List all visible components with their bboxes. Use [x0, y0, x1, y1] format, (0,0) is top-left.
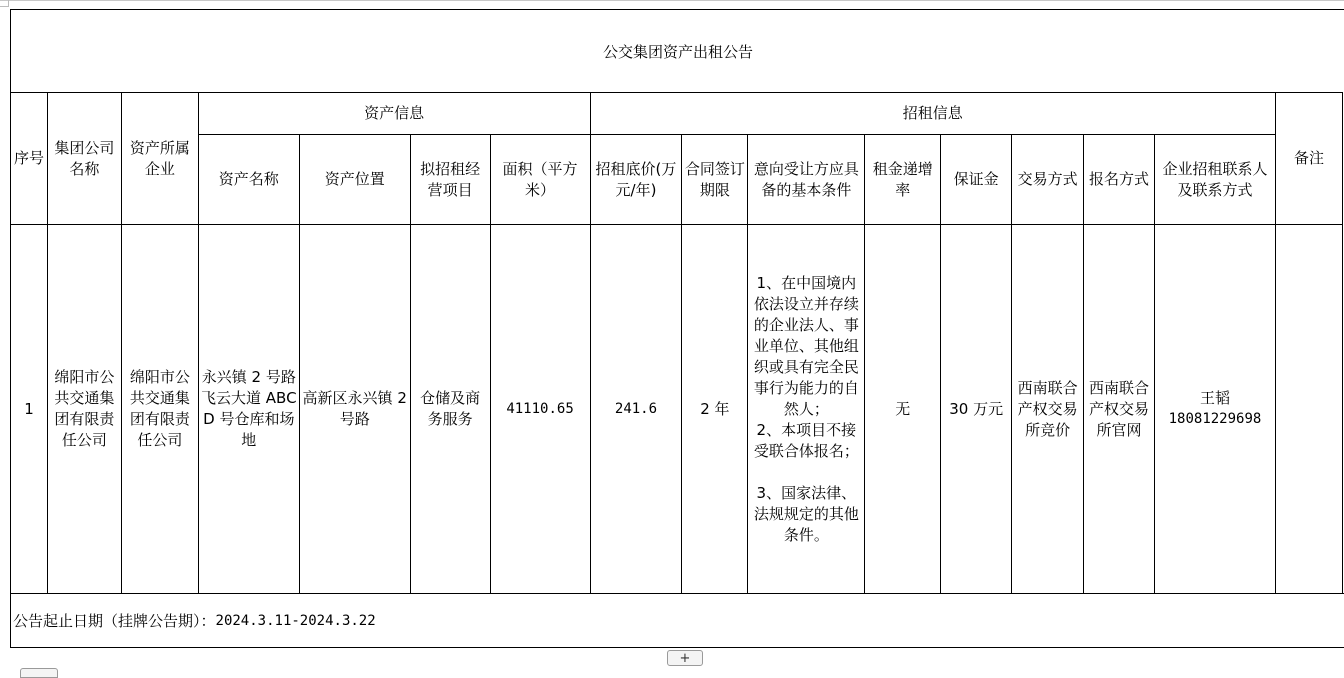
- cell-asset-name[interactable]: 永兴镇 2 号路飞云大道 ABCD 号仓库和场地: [198, 225, 299, 594]
- header-rent-increase: 租金递增率: [865, 135, 941, 225]
- cell-contract-term[interactable]: 2 年: [682, 225, 748, 594]
- cell-group-company[interactable]: 绵阳市公共交通集团有限责任公司: [47, 225, 121, 594]
- cell-seq[interactable]: 1: [11, 225, 48, 594]
- top-rule: [0, 0, 1344, 1]
- table-row: [11, 225, 1343, 594]
- header-contract-term: 合同签订期限: [682, 135, 748, 225]
- cell-deposit[interactable]: 30 万元: [941, 225, 1012, 594]
- condition-3: 3、国家法律、法规规定的其他条件。: [753, 483, 859, 544]
- corner-select-all[interactable]: [0, 0, 9, 7]
- header-asset-info: 资产信息: [198, 93, 590, 135]
- sheet-tab[interactable]: [20, 668, 58, 678]
- cell-remark[interactable]: [1275, 225, 1342, 594]
- cell-conditions[interactable]: [748, 225, 865, 594]
- header-asset-location: 资产位置: [299, 135, 410, 225]
- contact-name: 王韬: [1199, 389, 1230, 407]
- cell-registration[interactable]: 西南联合产权交易所官网: [1084, 225, 1155, 594]
- cell-proposed-business[interactable]: 仓储及商务服务: [410, 225, 490, 594]
- add-sheet-button[interactable]: +: [667, 650, 703, 666]
- contact-phone: 18081229698: [1168, 411, 1262, 427]
- header-conditions: 意向受让方应具备的基本条件: [748, 135, 865, 225]
- cell-base-price[interactable]: 241.6: [590, 225, 682, 594]
- header-group-company: 集团公司名称: [47, 93, 121, 225]
- header-deposit: 保证金: [941, 135, 1012, 225]
- period-dates: 2024.3.11-2024.3.22: [215, 612, 376, 629]
- cell-contact[interactable]: [1155, 225, 1276, 594]
- cell-trade-method[interactable]: 西南联合产权交易所竞价: [1012, 225, 1084, 594]
- cell-owner[interactable]: 绵阳市公共交通集团有限责任公司: [121, 225, 198, 594]
- header-proposed-business: 拟招租经营项目: [410, 135, 490, 225]
- cell-area[interactable]: 41110.65: [490, 225, 590, 594]
- announcement-period: [11, 593, 1344, 647]
- announcement-sheet: [10, 9, 1344, 648]
- condition-spacer: [750, 462, 862, 483]
- header-lease-info: 招租信息: [590, 93, 1275, 135]
- asset-lease-table: [10, 92, 1343, 594]
- header-registration: 报名方式: [1084, 135, 1155, 225]
- header-contact: 企业招租联系人及联系方式: [1155, 135, 1276, 225]
- period-label: 公告起止日期（挂牌公告期）：: [13, 612, 216, 630]
- header-area: 面积（平方米）: [490, 135, 590, 225]
- condition-2: 2、本项目不接受联合体报名；: [753, 420, 859, 460]
- header-trade-method: 交易方式: [1012, 135, 1084, 225]
- header-seq: 序号: [11, 93, 48, 225]
- header-remark: 备注: [1275, 93, 1342, 225]
- condition-1: 1、在中国境内依法设立并存续的企业法人、事业单位、其他组织或具有完全民事行为能力的自然人；: [753, 273, 859, 418]
- cell-asset-location[interactable]: 高新区永兴镇 2 号路: [299, 225, 410, 594]
- header-owner: 资产所属企业: [121, 93, 198, 225]
- header-base-price: 招租底价(万元/年): [590, 135, 682, 225]
- cell-rent-increase[interactable]: 无: [865, 225, 941, 594]
- sheet-title: 公交集团资产出租公告: [602, 42, 753, 61]
- header-asset-name: 资产名称: [198, 135, 299, 225]
